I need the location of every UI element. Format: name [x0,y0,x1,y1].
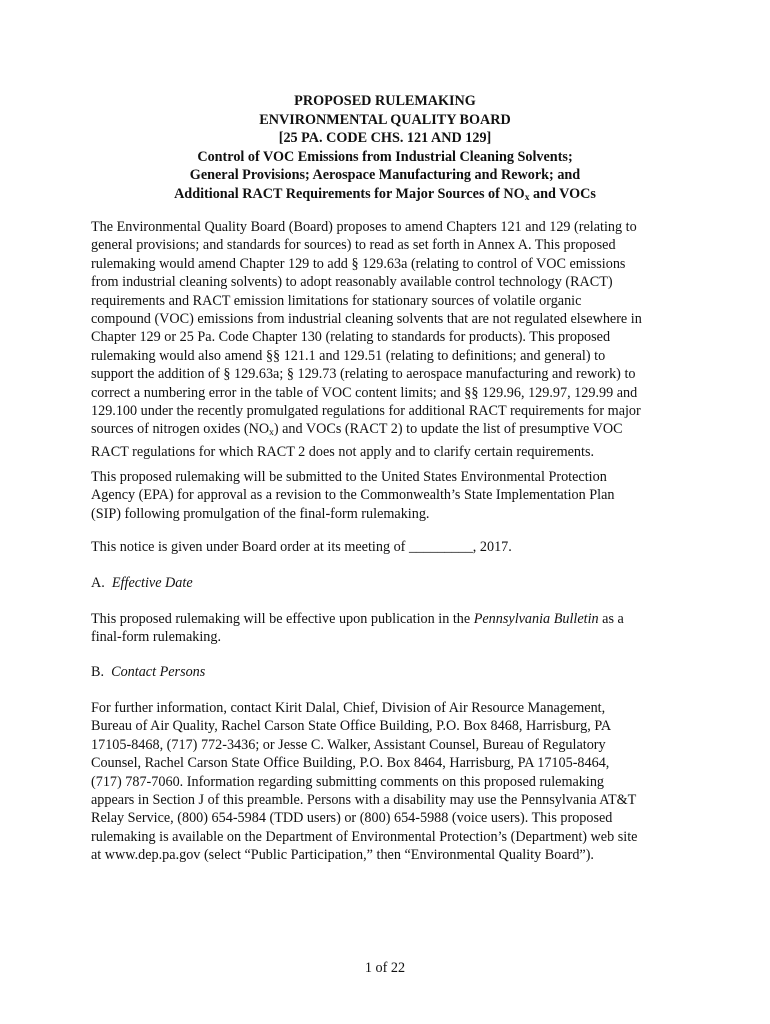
text-line: rulemaking is available on the Department of Environmental Protection’s (Department) web site [91,828,638,845]
paragraph-proposal-summary [91,218,691,461]
text-line [91,420,691,442]
text-line: 17105-8468, (717) 772-3436; or Jesse C. Walker, Assistant Counsel, Bureau of Regulatory [91,736,606,753]
text-line: appears in Section J of this preamble. Persons with a disability may use the Pennsylvania AT&T [91,792,637,809]
text-line: The Environmental Quality Board (Board) proposes to amend Chapters 121 and 129 (relating to [91,219,637,235]
text-line: correct a numbering error in the table of VOC content limits; and §§ 129.96, 129.97, 129.99 and [91,384,638,401]
heading-nox-subscript: x [524,192,530,203]
section-a-letter: A. [91,575,105,591]
text-line: Agency (EPA) for approval as a revision to the Commonwealth’s State Implementation Plan [91,487,615,504]
text-line: Bureau of Air Quality, Rachel Carson State Office Building, P.O. Box 8468, Harrisburg, PA [91,718,612,735]
text-line: compound (VOC) emissions from industrial cleaning solvents that are not regulated elsewhere in [91,311,642,328]
section-b-title: Contact Persons [111,664,206,680]
section-b-heading [91,663,205,681]
text-line: For further information, contact Kirit Dalal, Chief, Division of Air Resource Management, [91,700,606,716]
text-line: from industrial cleaning solvents) to adopt reasonably available control technology (RACT) [91,274,613,291]
paragraph-epa-submission [91,468,691,523]
document-heading [60,92,710,207]
text-line [91,610,691,628]
heading-board-name: ENVIRONMENTAL QUALITY BOARD [259,111,511,128]
section-b-letter: B. [91,664,105,680]
paragraph-effective-date [91,610,691,647]
text-line: 129.100 under the recently promulgated regulations for additional RACT requirements for major [91,403,641,420]
heading-title-line-1: Control of VOC Emissions from Industrial Cleaning Solvents; [197,148,573,165]
text-line: (717) 787-7060. Information regarding submitting comments on this proposed rulemaking [91,773,605,790]
text-segment: ) and VOCs (RACT 2) to update the list of presumptive VOC [273,421,623,438]
text-line: Relay Service, (800) 654-5984 (TDD users) or (800) 654-5988 (voice users). This proposed [91,810,613,827]
heading-proposed-rulemaking: PROPOSED RULEMAKING [294,93,476,109]
nox-subscript: x [269,428,274,439]
heading-title-line-3 [60,185,710,208]
text-line: Chapter 129 or 25 Pa. Code Chapter 130 (relating to standards for products). This proposed [91,329,611,346]
text-line: Counsel, Rachel Carson State Office Building, P.O. Box 8464, Harrisburg, PA 17105-8464, [91,755,610,772]
text-segment: sources of nitrogen oxides (NO [91,421,270,438]
text-line: (SIP) following promulgation of the final-form rulemaking. [91,505,430,522]
heading-title-line-3-text: Additional RACT Requirements for Major Sources of NO [174,185,525,202]
text-segment: as a [598,611,624,627]
paragraph-board-order-notice [91,538,691,556]
paragraph-contact-persons [91,699,691,865]
text-line: final-form rulemaking. [91,629,222,646]
page-number: 1 of 22 [364,960,406,976]
heading-code-chapters: [25 PA. CODE CHS. 121 AND 129] [278,130,492,146]
text-segment: This proposed rulemaking will be effective upon publication in the [91,611,474,627]
text-line: at www.dep.pa.gov (select “Public Participation,” then “Environmental Quality Board”). [91,847,594,864]
text-line: rulemaking would also amend §§ 121.1 and 129.51 (relating to definitions; and general) to [91,347,606,364]
publication-name: Pennsylvania Bulletin [473,611,599,627]
text-line: rulemaking would amend Chapter 129 to add § 129.63a (relating to control of VOC emissions [91,255,626,272]
section-a-heading [91,574,193,592]
heading-title-line-3-end: and VOCs [529,185,596,202]
section-a-title: Effective Date [111,575,193,591]
text-line: This notice is given under Board order at its meeting of _________, 2017. [91,539,512,555]
text-line: requirements and RACT emission limitations for stationary sources of volatile organic [91,292,582,309]
text-line: This proposed rulemaking will be submitted to the United States Environmental Protection [91,469,607,485]
text-line: general provisions; and standards for sources) to read as set forth in Annex A. This proposed [91,237,616,254]
heading-title-line-2: General Provisions; Aerospace Manufacturing and Rework; and [189,167,581,183]
text-line: RACT regulations for which RACT 2 does not apply and to clarify certain requirements. [91,443,595,460]
text-line: support the addition of § 129.63a; § 129.73 (relating to aerospace manufacturing and rework) to [91,366,636,383]
